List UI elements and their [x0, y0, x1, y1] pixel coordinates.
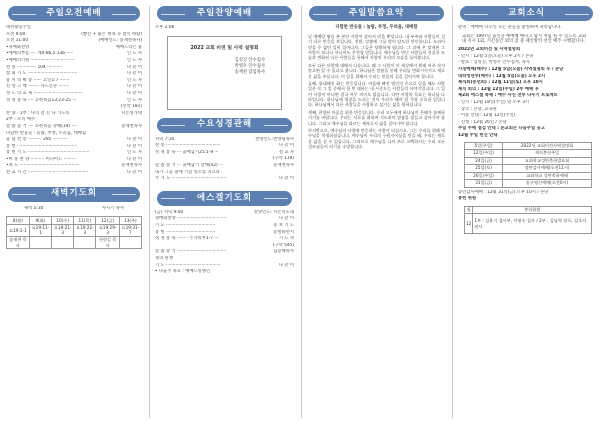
dawn-passage: 요19:31-7 — [119, 224, 141, 236]
morning-order-leader: 다 같 이 — [126, 143, 142, 149]
morning-order-row — [4, 144, 144, 151]
morning-order-label: 오전 9:00 — [6, 31, 26, 37]
morning-order-label: 대전광동주일 — [6, 25, 31, 30]
morning-order-row — [4, 150, 144, 157]
wednesday-order-label: 저녁 7:30 — [155, 136, 175, 142]
dawn-preacher: 송재천 목사 — [7, 237, 30, 249]
dawn-preacher — [74, 237, 96, 249]
morning-order-leader: (빨간 + 붙은 계속 꼭 참석 바람) — [81, 31, 142, 37]
morning-order-leader: 인 도 자 — [126, 97, 142, 103]
friday-order-list — [153, 210, 296, 276]
friday-order-label: 성 경 봉 독 ········ 누가복무1-7 ··· — [155, 236, 219, 242]
schedule-row — [465, 180, 592, 188]
schedule-event: 성탄감사예배(오전11시) — [503, 165, 592, 173]
schedule-date: 5일(주일) — [465, 142, 503, 150]
morning-order-leader: 송재천목사 — [121, 123, 142, 129]
morning-order-leader: 인 도 자 — [126, 57, 142, 63]
friday-order-leader: (구약 545) — [272, 242, 294, 248]
news-item: 2022년 교회비전 및 사역설명회 — [458, 47, 521, 53]
schedule-row — [465, 157, 592, 165]
morning-order-row — [4, 91, 144, 98]
morning-order-row — [4, 45, 144, 52]
friday-order-label: 기 도 ···································· — [155, 222, 216, 228]
morning-order-leader: 시온성가대 — [121, 110, 142, 116]
dawn-day-header: 9(화) — [29, 217, 51, 225]
sermon-paragraph: 둘째, 위대해진 화는 반응입니다. 마음에 빠진 범인의 손으로 일을 해도 사람 일은 꼭 그 일 중에서 한 번 대하는 내 시중드는 사람들의 이야기입니다. 그 일이 사랑이 아니면 결국 아무 의미도 없습니다. 다만 사랑의 목표는 하나님 나라입니다. 하나님께 영광을 드리는 것이 우리가 해야 할 가장 중요한 일입니다. 하나님께서 다른 사람들을 사랑하고 섬기는 삶을 원하십니다. — [308, 80, 445, 108]
wednesday-order-list — [153, 137, 296, 183]
morning-order-row — [4, 38, 144, 45]
friday-order-row — [153, 256, 296, 263]
morning-order-row — [4, 78, 144, 85]
morning-order-row — [4, 117, 144, 124]
wednesday-order-leader: 송재천목사 — [273, 162, 294, 168]
wednesday-order-leader: 찬양인도:찬양팀목사 — [255, 136, 294, 142]
sermon-paragraph: 날 예배당 땅을 본 본인 사람이 갔어서 믿을 뿐입니다. 내 부주와 사람들이 걸기 다른 반응을 보입니다. 전환, 말씀에 그를 맞이 당도한 언인합니다. 도리어 믿을 수 없던 일이 일어나자, 그들은 당황하게 됩니다. 그 뒤에 온 맞게된 그 사람이 보다니 아니어도 온전할 말입니다. 예수님을 만난 사람들의 진실한 모습과 변화된 다른 사람들을 통해서 사랑된 우리의 모습을 돌아봅니다. — [308, 33, 445, 61]
morning-worship-column — [4, 0, 144, 424]
dawn-day-header: 10(수) — [52, 217, 74, 225]
wednesday-order-label: 내가 그들 중에 거할 성소를 지으라 — [155, 169, 220, 175]
schedule-event: 제직봉헌주일 — [503, 150, 592, 158]
friday-order-row — [153, 269, 296, 276]
church-news-title: 교회소식 — [460, 6, 593, 21]
sermon-paragraph: 셋째, 찬양된 마음을 위한 반응입니다. 우리 모두에게 하나님의 은혜가 함께하시기를 바랍니다. 우리는 서로를 위하여 기도하며 말씀을 붙들고 살아가야 합니다. 그리고 예수님을 따르는 제자로서 삶을 살아가야 합니다. — [308, 109, 445, 126]
schedule-event: 송구영신예배(오전0시) — [503, 180, 592, 188]
vision-presenters: 김성진 안수집사 박영우 안수집사 송재천 담임목사 — [234, 58, 265, 75]
morning-order-row — [4, 170, 144, 177]
morning-order-leader: 다 같 이 — [126, 90, 142, 96]
dawn-preacher — [29, 237, 51, 249]
morning-order-row — [4, 71, 144, 78]
wednesday-order-leader: 다 같 이 — [278, 143, 294, 149]
morning-order-label: •축 도 ············································ — [6, 163, 80, 169]
morning-order-label: 다함한 반응들 : 놀람, 부정, 두려움, 대배함 — [6, 130, 87, 136]
dawn-day-header: 12(금) — [96, 217, 119, 225]
dawn-prayer-table — [6, 216, 142, 249]
schedule-row — [465, 172, 592, 180]
morning-order-label: 응 답 찬 송 ·········· 295 ··········· — [6, 137, 68, 143]
news-item: 12월 주일 헌신 안내 — [458, 132, 498, 138]
year-end-service-note: 송년감사예배 : 12월 31일(금) 오후 10시 / 본당 — [458, 189, 549, 195]
friday-order-label: 목의 관쟁 — [155, 255, 173, 261]
dawn-preacher — [119, 237, 141, 249]
friday-order-label: 기 도 ········································ — [155, 262, 221, 268]
news-item: - 이용 안내 : 12월 12일(주일) — [458, 113, 516, 119]
friday-order-label: 말 씀 증 거 ···································· — [155, 249, 227, 255]
wednesday-order-row — [153, 176, 296, 183]
wednesday-order-label: 성 경 봉 독 ··· 출애굽기25:1-9 ··· — [155, 149, 219, 155]
news-item: - 장소 : 본당, 교육관 — [458, 106, 497, 112]
praise-time: 오후 2:00 — [155, 25, 175, 30]
morning-order-row — [4, 157, 144, 164]
friday-order-leader: 다 같 이 — [278, 216, 294, 222]
friday-order-label: 경배와찬양 ···································· — [155, 216, 227, 222]
news-item: 제직 회의 : 12월 12일(주일) 2부 예배 후 — [458, 86, 539, 92]
morning-order-leader: 다 같 이 — [126, 64, 142, 70]
friday-order-row — [153, 210, 296, 217]
friday-order-leader: 찬양인도: 시온의노래 — [253, 209, 294, 215]
morning-order-leader: 인 도 자 — [126, 77, 142, 83]
schedule-event: 2022년 교회비전사역설명회 — [503, 142, 592, 150]
friday-order-row — [153, 230, 296, 237]
morning-order-label: •예배의기원 ································ — [6, 57, 75, 63]
news-item: - 발표 : 김성진, 박영우 안수집사, 목사 — [458, 60, 531, 66]
morning-order-leader: 다 같 이 — [126, 137, 142, 143]
wednesday-order-row — [153, 156, 296, 163]
news-item: 제직회(송년회) : 12월 11일(토) 오후 10시 — [458, 80, 543, 86]
ezekiel-prayer-title: 에스겔기도회 — [157, 191, 292, 206]
morning-order-row — [4, 124, 144, 131]
wednesday-order-row — [153, 163, 296, 170]
news-list — [456, 25, 597, 140]
morning-order-row — [4, 131, 144, 138]
wednesday-order-leader: (구약 119) — [272, 156, 294, 162]
schedule-date: 12일(주일) — [465, 150, 503, 158]
morning-order-list — [4, 25, 144, 177]
dawn-day-header: 11(목) — [74, 217, 96, 225]
morning-order-row — [4, 137, 144, 144]
morning-order-label: •예배의부름 ···· 계4:8b,5:13b ····· — [6, 51, 74, 57]
news-item: 대학청년부(매주) : 12월 5일(오늘) 오후 2시 — [458, 73, 546, 79]
morning-order-label: 성 도 의 교 제 ···································· — [6, 90, 83, 96]
praise-worship-column — [153, 0, 296, 424]
schedule-event: 교회학교성탄축하발표회 — [503, 157, 592, 165]
morning-order-row — [4, 58, 144, 65]
dawn-preacher: 천헌길 목사 — [96, 237, 119, 249]
morning-order-leader: 다 같 이 — [126, 170, 142, 176]
morning-order-label: 찬 송 ·············· 104 ··········· — [6, 64, 63, 70]
morning-order-row — [4, 51, 144, 58]
sermon-paragraph: 마지막으로, 예수님의 사랑에 반응하는 사람이 되십시오. 그는 우리를 위해 예수님을 희생하셨습니다. 예수님이 우리의 구원자이심을 믿을 때, 우리는 새로운 삶을 살 수 있습니다. 그러므로 예수님을 나의 주로 고백하시는 우리 모든 성도님들이 되기를 소망합니다. — [308, 128, 445, 150]
news-item: - 신청 : 12월 26일 / 본당 — [458, 119, 507, 125]
morning-order-label: 참 회 기 도 ···································· — [6, 71, 78, 77]
dawn-passage: 요19:11-1 — [29, 224, 51, 236]
dawn-passage: 요19:21-3 — [52, 224, 74, 236]
dawn-passage: 요19:1-1 — [7, 224, 30, 236]
friday-order-leader: 중 보 기 도 — [273, 222, 294, 228]
morning-order-leader: 인 도 자 — [126, 150, 142, 156]
wednesday-order-row — [153, 137, 296, 144]
vision-box — [167, 36, 282, 110]
dawn-prayer-title: 새벽기도회 — [8, 187, 140, 202]
schedule-event: 교회학교 성탄축하예배 — [503, 172, 592, 180]
wednesday-order-leader: 다 같 이 — [278, 176, 294, 182]
schedule-date: 31일(금) — [465, 180, 503, 188]
friday-order-label: 봉 헌 ···································· — [155, 229, 216, 235]
dawn-day-header: 8(월) — [7, 217, 30, 225]
morning-order-row — [4, 98, 144, 105]
december-schedule-table — [464, 142, 592, 188]
news-item: - 일시 : 12월 5일(오늘) 오후 2시 / 본당 — [458, 53, 534, 59]
morning-order-label: 오전 11:00 — [6, 38, 29, 44]
morning-order-label: 말 씀 증 거 ···· 요한복음 강해(34) ···· — [6, 123, 77, 129]
dawn-preacher — [52, 237, 74, 249]
schedule-row — [465, 165, 592, 173]
friday-order-label: (금) 저녁 9:00 — [155, 209, 184, 215]
wednesday-order-label: 말 씀 증 거 ··· 출애굽기 강해(42) ··· — [155, 162, 224, 168]
schedule-row — [465, 150, 592, 158]
morning-order-label: 찬 양 · 1부 : 나의 갈 길 다 가도록 — [6, 110, 70, 116]
morning-order-label: 용 서 의 확 증 ······ 요일1:7 ······· — [6, 77, 70, 83]
morning-order-leader: (예배인도: 송재천목사) — [98, 38, 142, 44]
friday-order-label: • 다음주 목요 : 예배드릴맹인 — [155, 269, 211, 275]
morning-order-leader: (신약 181) — [120, 104, 142, 110]
friday-order-row — [153, 263, 296, 270]
morning-order-leader: 예배드리는 중 — [115, 44, 142, 50]
morning-order-leader: 송재천목사 — [121, 163, 142, 169]
friday-order-row — [153, 216, 296, 223]
morning-worship-title: 주일오전예배 — [8, 6, 140, 21]
schedule-date: 26일(주일) — [465, 172, 503, 180]
sermon-subtitle: 다함한 반응들 : 놀람, 부정, 두려움, 대배함 — [335, 25, 418, 30]
news-item: 주일 주배 점검 안내 : 본교회는 다음주일 공고 — [458, 126, 545, 132]
morning-order-label: 친 교 시 간 ············································ — [6, 170, 89, 176]
offering-committee-title: 봉헌 위원 — [458, 196, 477, 202]
morning-order-label: 봉 헌 기 도 ············································· — [6, 150, 90, 156]
sermon-column — [305, 0, 448, 424]
wednesday-order-row — [153, 150, 296, 157]
dawn-passage: 요19:29-3 — [96, 224, 119, 236]
wednesday-title: 수요성경관해 — [157, 118, 292, 133]
morning-order-label: •경배와찬양 — [6, 44, 30, 50]
friday-order-row — [153, 236, 296, 243]
wednesday-order-leader: 설 교 자 — [278, 149, 294, 155]
morning-order-label: 성 경 봉 독 ···· 요한복음13:23-25 ··· — [6, 97, 77, 103]
friday-order-row — [153, 249, 296, 256]
offering-committee-table: 월 봉헌위원 12 1부 : 김용기 집사부, 이영숙 집사 / 2부 : 김남혁 장로, 김오자 권사 — [464, 206, 592, 235]
wednesday-order-row — [153, 170, 296, 177]
morning-order-row — [4, 163, 144, 170]
schedule-date: 24일(금) — [465, 157, 503, 165]
morning-order-leader: 다 같 이 — [126, 71, 142, 77]
news-item: 환영 : 예배에 나오신 모든 분들을 환영하며 축복합니다. — [458, 25, 562, 30]
morning-order-row — [4, 111, 144, 118]
dawn-day-header: 13(주) — [119, 217, 141, 225]
friday-order-row — [153, 223, 296, 230]
news-item: - 일시 : 12월 18일(주일) 당 오후 3시 — [458, 99, 530, 105]
schedule-row — [465, 142, 592, 150]
news-item: 교회는 1997년 출신을 예배해 매다고 합시 처럼 될 수 있도록 교회 내 지시 1회, 기간동안 외의 잠 중 체인방역 선언 매주 시행합니다. — [462, 33, 587, 45]
morning-order-row — [4, 104, 144, 111]
wednesday-order-label: 주 기 도 ········································ — [155, 176, 227, 182]
friday-order-leader: 다 같 이 — [278, 262, 294, 268]
morning-order-label: 봉 헌 ············································ — [6, 143, 78, 149]
morning-order-row — [4, 25, 144, 32]
morning-order-leader: 인 도 자 — [126, 51, 142, 57]
morning-order-row — [4, 84, 144, 91]
wednesday-order-row — [153, 143, 296, 150]
morning-order-row — [4, 32, 144, 39]
vision-title: 2022 교회 비전 및 사역 설명회 — [190, 45, 259, 51]
friday-order-leader: 기 도 자 — [278, 236, 294, 242]
morning-order-label: 신 앙 고 백 ········ 사도신경 ········ — [6, 84, 70, 90]
schedule-date: 25일(토) — [465, 165, 503, 173]
news-column — [456, 0, 597, 424]
morning-order-label: •마 송 찬 양 ·········· 미디어드 ········· — [6, 156, 76, 162]
friday-order-row — [153, 243, 296, 250]
sermon-paragraph: 모두 다른 사람에 대해서 다릅니다. 왜 그 사람이 이 세상에서 원래 아주 작지 않으면 알 수 있다고 합니다. 하나님은 말씀을 통해 우리를 변화시키시고 새로운 삶을 주십니다. 이 일을 위해서 우리는 믿음의 길을 걸어가야 합니다. — [308, 62, 445, 79]
wednesday-order-label: 찬 송 ········································ — [155, 143, 221, 149]
news-item: 가정예배(매주) : 12월 5일(오늘) 사역설명회 후 / 본당 — [458, 66, 564, 72]
friday-order-leader: 봉헌하면서 — [273, 229, 294, 235]
dawn-passage: 요19:22-3 — [74, 224, 96, 236]
news-item: 제2회 에스겔 축제 : 예수 사진 전부 나누기 프로젝트 — [458, 93, 558, 99]
morning-order-leader: 다 같 이 — [126, 156, 142, 162]
sermon-summary-title: 주일말씀요약 — [309, 6, 444, 21]
dawn-prayer-header: 새벽 5:30 사시기 목사 — [24, 205, 124, 211]
morning-order-leader: 다 같 이 — [126, 84, 142, 90]
morning-order-label: 2부 : 오직 예수 — [6, 117, 36, 123]
sermon-body — [305, 34, 448, 150]
praise-worship-title: 주일찬양예배 — [157, 6, 292, 21]
friday-order-leader: 김용혜목사 — [273, 249, 294, 255]
morning-order-row — [4, 65, 144, 72]
